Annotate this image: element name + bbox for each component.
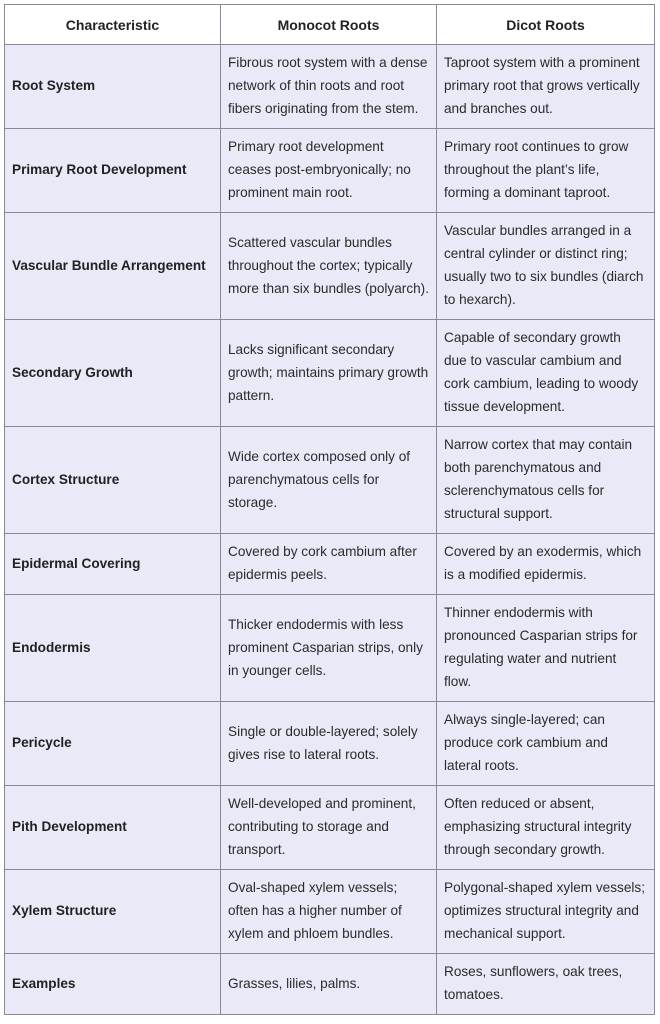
row-characteristic: Epidermal Covering <box>5 534 221 595</box>
table-row <box>5 702 655 786</box>
row-monocot: Fibrous root system with a dense network of thin roots and root fibers originating from the stem. <box>221 45 437 129</box>
row-characteristic: Primary Root Development <box>5 129 221 213</box>
table-row <box>5 786 655 870</box>
row-monocot: Lacks significant secondary growth; maintains primary growth pattern. <box>221 320 437 427</box>
row-dicot: Polygonal-shaped xylem vessels; optimizes structural integrity and mechanical support. <box>437 870 655 954</box>
header-characteristic: Characteristic <box>5 5 221 45</box>
row-characteristic: Vascular Bundle Arrangement <box>5 213 221 320</box>
table-row <box>5 870 655 954</box>
row-characteristic: Examples <box>5 954 221 1015</box>
row-characteristic: Cortex Structure <box>5 427 221 534</box>
header-dicot-roots: Dicot Roots <box>437 5 655 45</box>
row-monocot: Oval-shaped xylem vessels; often has a higher number of xylem and phloem bundles. <box>221 870 437 954</box>
row-characteristic: Secondary Growth <box>5 320 221 427</box>
row-monocot: Single or double-layered; solely gives rise to lateral roots. <box>221 702 437 786</box>
row-monocot: Grasses, lilies, palms. <box>221 954 437 1015</box>
row-characteristic: Root System <box>5 45 221 129</box>
row-dicot: Vascular bundles arranged in a central cylinder or distinct ring; usually two to six bundles (diarch to hexarch). <box>437 213 655 320</box>
row-monocot: Covered by cork cambium after epidermis peels. <box>221 534 437 595</box>
row-dicot: Narrow cortex that may contain both parenchymatous and sclerenchymatous cells for structural support. <box>437 427 655 534</box>
row-monocot: Well-developed and prominent, contributing to storage and transport. <box>221 786 437 870</box>
table-row <box>5 213 655 320</box>
table-row <box>5 595 655 702</box>
row-characteristic: Pith Development <box>5 786 221 870</box>
table-header-row <box>5 5 655 45</box>
row-monocot: Wide cortex composed only of parenchymatous cells for storage. <box>221 427 437 534</box>
row-monocot: Scattered vascular bundles throughout the cortex; typically more than six bundles (polyarch). <box>221 213 437 320</box>
row-characteristic: Endodermis <box>5 595 221 702</box>
row-dicot: Primary root continues to grow throughout the plant’s life, forming a dominant taproot. <box>437 129 655 213</box>
row-dicot: Always single-layered; can produce cork cambium and lateral roots. <box>437 702 655 786</box>
table-row <box>5 427 655 534</box>
row-dicot: Taproot system with a prominent primary root that grows vertically and branches out. <box>437 45 655 129</box>
row-monocot: Primary root development ceases post-embryonically; no prominent main root. <box>221 129 437 213</box>
row-characteristic: Xylem Structure <box>5 870 221 954</box>
table-row <box>5 129 655 213</box>
table-row <box>5 320 655 427</box>
row-characteristic: Pericycle <box>5 702 221 786</box>
comparison-table <box>4 4 655 1015</box>
header-monocot-roots: Monocot Roots <box>221 5 437 45</box>
table-row <box>5 954 655 1015</box>
row-dicot: Covered by an exodermis, which is a modified epidermis. <box>437 534 655 595</box>
row-monocot: Thicker endodermis with less prominent Casparian strips, only in younger cells. <box>221 595 437 702</box>
row-dicot: Capable of secondary growth due to vascular cambium and cork cambium, leading to woody tissue development. <box>437 320 655 427</box>
table-row <box>5 534 655 595</box>
row-dicot: Roses, sunflowers, oak trees, tomatoes. <box>437 954 655 1015</box>
row-dicot: Thinner endodermis with pronounced Casparian strips for regulating water and nutrient flow. <box>437 595 655 702</box>
table-row <box>5 45 655 129</box>
row-dicot: Often reduced or absent, emphasizing structural integrity through secondary growth. <box>437 786 655 870</box>
